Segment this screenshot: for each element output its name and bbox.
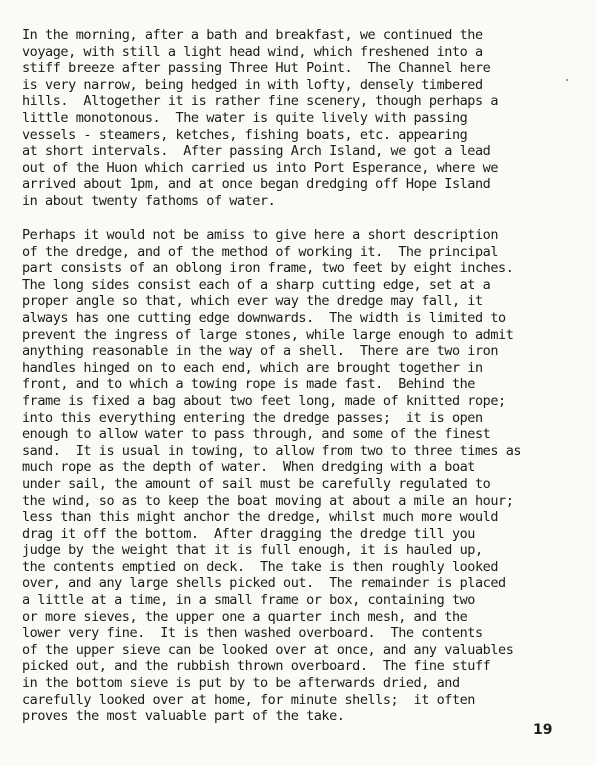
text-line: lower very fine. It is then washed overboard. The contents	[22, 625, 483, 642]
text-line: In the morning, after a bath and breakfast, we continued the	[22, 27, 483, 43]
text-line: or more sieves, the upper one a quarter inch mesh, and the	[22, 608, 468, 625]
text-line: in the bottom sieve is put by to be afterwards dried, and	[22, 675, 460, 692]
text-line: at short intervals. After passing Arch Island, we got a lead	[22, 143, 491, 160]
text-line: stiff breeze after passing Three Hut Point. The Channel here	[22, 60, 491, 77]
text-line: drag it off the bottom. After dragging the dredge till you	[22, 525, 475, 542]
text-line: over, and any large shells picked out. The remainder is placed	[22, 575, 506, 592]
text-line: into this everything entering the dredge passes; it is open	[22, 409, 483, 426]
text-line: always has one cutting edge downwards. The width is limited to	[22, 309, 506, 326]
text-line: enough to allow water to pass through, and some of the finest	[22, 426, 491, 443]
paper-speck	[566, 79, 568, 81]
text-line: the wind, so as to keep the boat moving at about a mile an hour;	[22, 492, 514, 509]
text-line: judge by the weight that it is full enough, it is hauled up,	[22, 542, 483, 559]
text-line: anything reasonable in the way of a shell. There are two iron	[22, 343, 499, 360]
text-line: vessels - steamers, ketches, fishing boats, etc. appearing	[22, 126, 468, 143]
text-line: in about twenty fathoms of water.	[22, 192, 276, 209]
text-line: frame is fixed a bag about two feet long, made of knitted rope;	[22, 392, 506, 409]
page-number: 19	[533, 722, 553, 738]
text-line: prevent the ingress of large stones, while large enough to admit	[22, 326, 514, 343]
text-line: voyage, with still a light head wind, which freshened into a	[22, 43, 483, 60]
text-line: Perhaps it would not be amiss to give here a short description	[22, 227, 499, 243]
text-line: the contents emptied on deck. The take is then roughly looked	[22, 558, 499, 575]
text-line: of the upper sieve can be looked over at once, and any valuables	[22, 641, 514, 658]
text-line: arrived about 1pm, and at once began dredging off Hope Island	[22, 176, 491, 193]
text-line: out of the Huon which carried us into Port Esperance, where we	[22, 159, 499, 176]
text-line: The long sides consist each of a sharp cutting edge, set at a	[22, 276, 491, 293]
text-line: proves the most valuable part of the take.	[22, 708, 345, 725]
text-line: less than this might anchor the dredge, whilst much more would	[22, 509, 499, 526]
paragraph-dredge-description	[22, 227, 521, 725]
text-line: of the dredge, and of the method of working it. The principal	[22, 243, 499, 260]
text-line: front, and to which a towing rope is made fast. Behind the	[22, 376, 475, 393]
text-line: a little at a time, in a small frame or box, containing two	[22, 592, 475, 609]
text-line: handles hinged on to each end, which are brought together in	[22, 359, 483, 376]
text-line: hills. Altogether it is rather fine scenery, though perhaps a	[22, 93, 499, 110]
text-line: is very narrow, being hedged in with lofty, densely timbered	[22, 76, 483, 93]
text-line: carefully looked over at home, for minute shells; it often	[22, 691, 475, 708]
text-line: under sail, the amount of sail must be carefully regulated to	[22, 475, 491, 492]
text-line: little monotonous. The water is quite lively with passing	[22, 109, 468, 126]
paragraph-voyage	[22, 27, 498, 210]
text-line: part consists of an oblong iron frame, two feet by eight inches.	[22, 260, 514, 277]
text-line: proper angle so that, which ever way the dredge may fall, it	[22, 293, 483, 310]
text-line: much rope as the depth of water. When dredging with a boat	[22, 459, 475, 476]
text-line: picked out, and the rubbish thrown overboard. The fine stuff	[22, 658, 491, 675]
text-line: sand. It is usual in towing, to allow from two to three times as	[22, 442, 522, 459]
